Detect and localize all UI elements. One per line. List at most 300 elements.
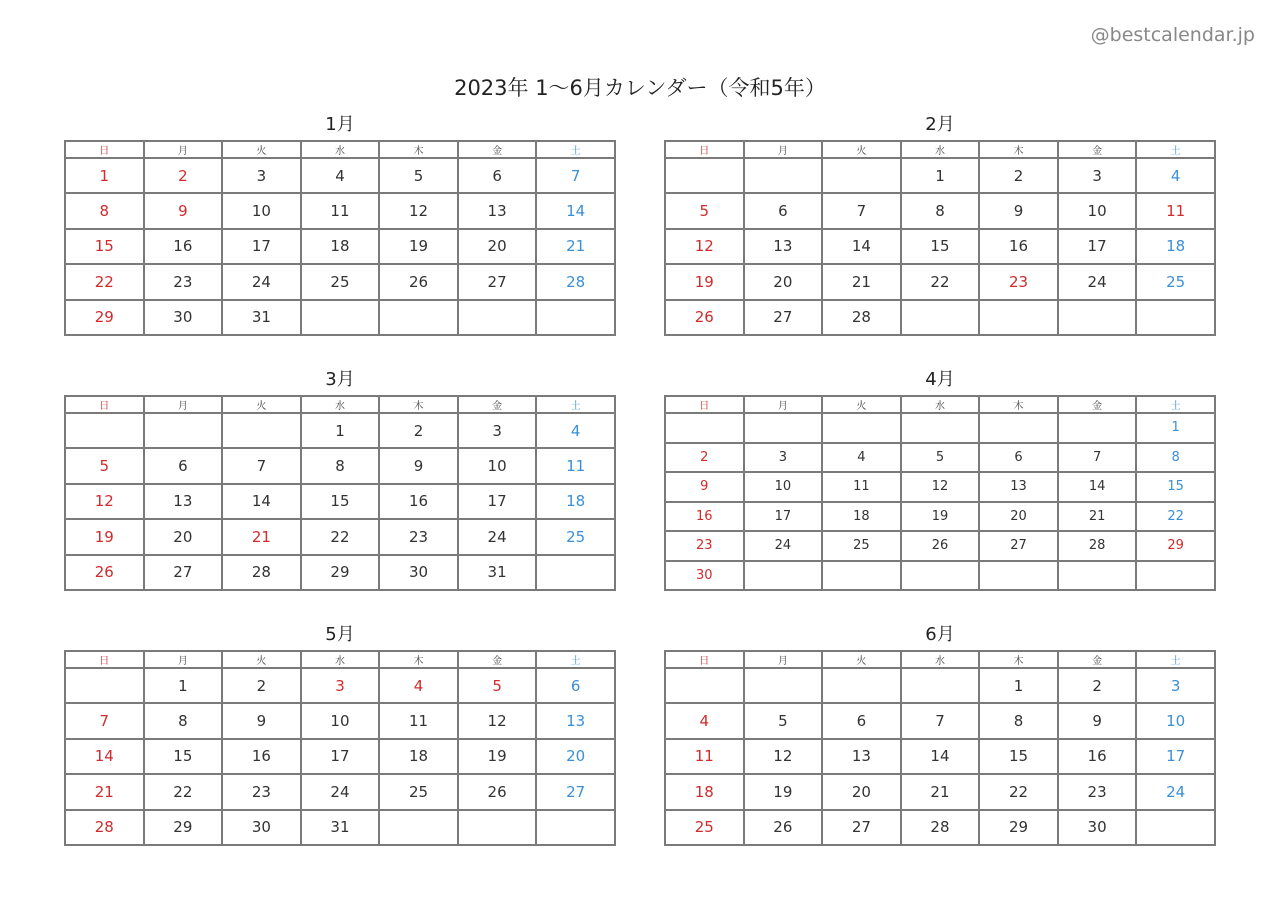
week-row	[65, 739, 615, 774]
month-calendar	[664, 114, 1216, 336]
empty-day-cell	[379, 300, 458, 335]
day-cell: 8	[901, 193, 980, 228]
day-cell: 9	[144, 193, 223, 228]
weekday-header: 土	[1136, 141, 1215, 158]
day-cell: 15	[901, 229, 980, 264]
day-cell: 5	[901, 443, 980, 473]
empty-day-cell	[822, 668, 901, 703]
day-cell: 16	[222, 739, 301, 774]
day-cell: 24	[1058, 264, 1137, 299]
weekday-header: 木	[379, 396, 458, 413]
weekday-header-row	[65, 651, 615, 668]
day-cell: 2	[222, 668, 301, 703]
day-cell: 19	[65, 519, 144, 554]
empty-day-cell	[65, 413, 144, 448]
empty-day-cell	[458, 810, 537, 845]
week-row	[665, 810, 1215, 845]
empty-day-cell	[1136, 300, 1215, 335]
day-cell: 25	[301, 264, 380, 299]
day-cell: 1	[1136, 413, 1215, 443]
day-cell: 15	[301, 484, 380, 519]
day-cell: 23	[222, 774, 301, 809]
day-cell: 4	[301, 158, 380, 193]
empty-day-cell	[979, 300, 1058, 335]
day-cell: 20	[744, 264, 823, 299]
day-cell: 3	[301, 668, 380, 703]
day-cell: 21	[65, 774, 144, 809]
empty-day-cell	[744, 561, 823, 591]
month-title: 1月	[325, 114, 355, 135]
site-watermark: @bestcalendar.jp	[1090, 24, 1255, 46]
day-cell: 15	[144, 739, 223, 774]
week-row	[665, 300, 1215, 335]
week-row	[665, 193, 1215, 228]
day-cell: 1	[144, 668, 223, 703]
month-calendar	[64, 624, 616, 846]
day-cell: 11	[301, 193, 380, 228]
day-cell: 29	[144, 810, 223, 845]
day-cell: 9	[665, 472, 744, 502]
day-cell: 29	[65, 300, 144, 335]
month-table	[64, 650, 616, 846]
day-cell: 30	[144, 300, 223, 335]
day-cell: 7	[65, 703, 144, 738]
day-cell: 30	[379, 555, 458, 590]
day-cell: 5	[665, 193, 744, 228]
day-cell: 3	[222, 158, 301, 193]
day-cell: 26	[379, 264, 458, 299]
day-cell: 23	[665, 531, 744, 561]
day-cell: 22	[301, 519, 380, 554]
week-row	[665, 413, 1215, 443]
day-cell: 1	[901, 158, 980, 193]
day-cell: 21	[1058, 502, 1137, 532]
day-cell: 25	[379, 774, 458, 809]
weekday-header: 火	[822, 651, 901, 668]
weekday-header: 木	[979, 141, 1058, 158]
day-cell: 10	[458, 448, 537, 483]
day-cell: 3	[458, 413, 537, 448]
weekday-header: 火	[822, 141, 901, 158]
weekday-header: 金	[1058, 396, 1137, 413]
day-cell: 6	[979, 443, 1058, 473]
week-row	[665, 472, 1215, 502]
day-cell: 28	[536, 264, 615, 299]
week-row	[65, 774, 615, 809]
empty-day-cell	[379, 810, 458, 845]
empty-day-cell	[979, 561, 1058, 591]
empty-day-cell	[536, 300, 615, 335]
day-cell: 27	[144, 555, 223, 590]
day-cell: 4	[1136, 158, 1215, 193]
day-cell: 2	[665, 443, 744, 473]
month-title: 2月	[925, 114, 955, 135]
day-cell: 27	[822, 810, 901, 845]
weekday-header: 月	[144, 651, 223, 668]
day-cell: 22	[979, 774, 1058, 809]
day-cell: 30	[222, 810, 301, 845]
week-row	[665, 229, 1215, 264]
day-cell: 12	[744, 739, 823, 774]
day-cell: 31	[458, 555, 537, 590]
month-table	[664, 140, 1216, 336]
day-cell: 15	[1136, 472, 1215, 502]
day-cell: 29	[979, 810, 1058, 845]
month-title: 3月	[325, 369, 355, 390]
day-cell: 28	[222, 555, 301, 590]
month-calendar	[64, 114, 616, 336]
weekday-header: 土	[536, 141, 615, 158]
week-row	[665, 531, 1215, 561]
day-cell: 20	[536, 739, 615, 774]
weekday-header: 土	[1136, 651, 1215, 668]
weekday-header: 水	[901, 396, 980, 413]
month-calendar	[64, 369, 616, 591]
day-cell: 4	[536, 413, 615, 448]
day-cell: 13	[144, 484, 223, 519]
day-cell: 2	[379, 413, 458, 448]
week-row	[65, 668, 615, 703]
day-cell: 23	[979, 264, 1058, 299]
day-cell: 31	[301, 810, 380, 845]
day-cell: 17	[458, 484, 537, 519]
weekday-header: 金	[458, 141, 537, 158]
week-row	[665, 703, 1215, 738]
day-cell: 27	[979, 531, 1058, 561]
day-cell: 23	[144, 264, 223, 299]
empty-day-cell	[822, 158, 901, 193]
day-cell: 14	[1058, 472, 1137, 502]
weekday-header-row	[65, 396, 615, 413]
day-cell: 26	[901, 531, 980, 561]
day-cell: 10	[222, 193, 301, 228]
day-cell: 27	[536, 774, 615, 809]
page-title: 2023年 1〜6月カレンダー（令和5年）	[454, 76, 826, 100]
week-row	[65, 158, 615, 193]
day-cell: 19	[458, 739, 537, 774]
empty-day-cell	[822, 561, 901, 591]
day-cell: 7	[1058, 443, 1137, 473]
month-title: 4月	[925, 369, 955, 390]
weekday-header: 土	[1136, 396, 1215, 413]
weekday-header: 土	[536, 651, 615, 668]
week-row	[65, 448, 615, 483]
day-cell: 4	[822, 443, 901, 473]
day-cell: 27	[744, 300, 823, 335]
weekday-header-row	[665, 141, 1215, 158]
day-cell: 27	[458, 264, 537, 299]
day-cell: 11	[822, 472, 901, 502]
day-cell: 17	[1136, 739, 1215, 774]
day-cell: 11	[1136, 193, 1215, 228]
day-cell: 15	[979, 739, 1058, 774]
empty-day-cell	[301, 300, 380, 335]
day-cell: 3	[744, 443, 823, 473]
weekday-header-row	[665, 396, 1215, 413]
day-cell: 14	[822, 229, 901, 264]
weekday-header: 日	[65, 396, 144, 413]
day-cell: 8	[144, 703, 223, 738]
empty-day-cell	[1058, 561, 1137, 591]
day-cell: 15	[65, 229, 144, 264]
weekday-header: 月	[144, 396, 223, 413]
weekday-header: 火	[222, 651, 301, 668]
day-cell: 25	[665, 810, 744, 845]
weekday-header: 水	[301, 396, 380, 413]
day-cell: 24	[301, 774, 380, 809]
day-cell: 21	[536, 229, 615, 264]
day-cell: 1	[301, 413, 380, 448]
weekday-header: 日	[665, 141, 744, 158]
day-cell: 24	[744, 531, 823, 561]
day-cell: 26	[665, 300, 744, 335]
week-row	[665, 158, 1215, 193]
empty-day-cell	[144, 413, 223, 448]
day-cell: 28	[1058, 531, 1137, 561]
day-cell: 22	[144, 774, 223, 809]
day-cell: 24	[222, 264, 301, 299]
day-cell: 24	[1136, 774, 1215, 809]
empty-day-cell	[744, 668, 823, 703]
day-cell: 19	[744, 774, 823, 809]
day-cell: 6	[822, 703, 901, 738]
day-cell: 9	[1058, 703, 1137, 738]
day-cell: 24	[458, 519, 537, 554]
day-cell: 28	[901, 810, 980, 845]
empty-day-cell	[65, 668, 144, 703]
weekday-header: 水	[901, 651, 980, 668]
weekday-header: 金	[458, 396, 537, 413]
day-cell: 5	[65, 448, 144, 483]
day-cell: 13	[979, 472, 1058, 502]
day-cell: 28	[65, 810, 144, 845]
day-cell: 18	[1136, 229, 1215, 264]
empty-day-cell	[1136, 561, 1215, 591]
week-row	[65, 300, 615, 335]
weekday-header-row	[65, 141, 615, 158]
day-cell: 30	[1058, 810, 1137, 845]
day-cell: 14	[222, 484, 301, 519]
day-cell: 17	[301, 739, 380, 774]
weekday-header: 金	[458, 651, 537, 668]
week-row	[665, 264, 1215, 299]
day-cell: 3	[1136, 668, 1215, 703]
week-row	[65, 484, 615, 519]
day-cell: 23	[1058, 774, 1137, 809]
week-row	[65, 703, 615, 738]
weekday-header: 月	[744, 396, 823, 413]
weekday-header: 火	[222, 141, 301, 158]
day-cell: 4	[379, 668, 458, 703]
month-title: 5月	[325, 624, 355, 645]
day-cell: 20	[979, 502, 1058, 532]
day-cell: 13	[822, 739, 901, 774]
month-calendar	[664, 369, 1216, 591]
day-cell: 20	[458, 229, 537, 264]
empty-day-cell	[458, 300, 537, 335]
day-cell: 16	[979, 229, 1058, 264]
weekday-header: 金	[1058, 651, 1137, 668]
empty-day-cell	[901, 300, 980, 335]
empty-day-cell	[901, 668, 980, 703]
day-cell: 8	[301, 448, 380, 483]
weekday-header: 火	[222, 396, 301, 413]
day-cell: 18	[536, 484, 615, 519]
empty-day-cell	[665, 668, 744, 703]
day-cell: 12	[665, 229, 744, 264]
day-cell: 14	[901, 739, 980, 774]
day-cell: 10	[744, 472, 823, 502]
day-cell: 16	[665, 502, 744, 532]
month-table	[64, 140, 616, 336]
day-cell: 11	[379, 703, 458, 738]
day-cell: 31	[222, 300, 301, 335]
weekday-header: 日	[65, 651, 144, 668]
empty-day-cell	[901, 561, 980, 591]
day-cell: 18	[822, 502, 901, 532]
month-table	[664, 650, 1216, 846]
weekday-header-row	[665, 651, 1215, 668]
weekday-header: 木	[379, 141, 458, 158]
day-cell: 13	[458, 193, 537, 228]
empty-day-cell	[744, 158, 823, 193]
weekday-header: 月	[144, 141, 223, 158]
day-cell: 18	[665, 774, 744, 809]
day-cell: 21	[901, 774, 980, 809]
day-cell: 6	[536, 668, 615, 703]
empty-day-cell	[822, 413, 901, 443]
day-cell: 21	[822, 264, 901, 299]
day-cell: 19	[379, 229, 458, 264]
weekday-header: 水	[301, 141, 380, 158]
weekday-header: 木	[979, 651, 1058, 668]
day-cell: 2	[1058, 668, 1137, 703]
empty-day-cell	[1058, 300, 1137, 335]
day-cell: 17	[744, 502, 823, 532]
day-cell: 9	[222, 703, 301, 738]
day-cell: 26	[458, 774, 537, 809]
day-cell: 18	[301, 229, 380, 264]
week-row	[665, 502, 1215, 532]
day-cell: 13	[536, 703, 615, 738]
day-cell: 8	[979, 703, 1058, 738]
day-cell: 22	[901, 264, 980, 299]
weekday-header: 月	[744, 651, 823, 668]
day-cell: 17	[222, 229, 301, 264]
day-cell: 26	[65, 555, 144, 590]
empty-day-cell	[1058, 413, 1137, 443]
day-cell: 12	[379, 193, 458, 228]
day-cell: 25	[822, 531, 901, 561]
day-cell: 29	[1136, 531, 1215, 561]
weekday-header: 火	[822, 396, 901, 413]
weekday-header: 水	[301, 651, 380, 668]
day-cell: 10	[1136, 703, 1215, 738]
week-row	[665, 774, 1215, 809]
day-cell: 22	[1136, 502, 1215, 532]
week-row	[65, 519, 615, 554]
week-row	[65, 229, 615, 264]
day-cell: 8	[1136, 443, 1215, 473]
week-row	[665, 561, 1215, 591]
day-cell: 7	[901, 703, 980, 738]
day-cell: 25	[1136, 264, 1215, 299]
week-row	[665, 443, 1215, 473]
empty-day-cell	[744, 413, 823, 443]
weekday-header: 木	[379, 651, 458, 668]
weekday-header: 日	[665, 396, 744, 413]
day-cell: 23	[379, 519, 458, 554]
day-cell: 30	[665, 561, 744, 591]
day-cell: 1	[65, 158, 144, 193]
day-cell: 2	[979, 158, 1058, 193]
day-cell: 26	[744, 810, 823, 845]
day-cell: 12	[458, 703, 537, 738]
week-row	[65, 193, 615, 228]
weekday-header: 木	[979, 396, 1058, 413]
day-cell: 11	[665, 739, 744, 774]
week-row	[65, 264, 615, 299]
empty-day-cell	[665, 158, 744, 193]
day-cell: 7	[536, 158, 615, 193]
day-cell: 21	[222, 519, 301, 554]
day-cell: 8	[65, 193, 144, 228]
day-cell: 20	[822, 774, 901, 809]
day-cell: 9	[379, 448, 458, 483]
day-cell: 14	[65, 739, 144, 774]
day-cell: 7	[822, 193, 901, 228]
day-cell: 11	[536, 448, 615, 483]
week-row	[65, 413, 615, 448]
day-cell: 7	[222, 448, 301, 483]
weekday-header: 水	[901, 141, 980, 158]
day-cell: 10	[301, 703, 380, 738]
day-cell: 6	[744, 193, 823, 228]
empty-day-cell	[222, 413, 301, 448]
day-cell: 22	[65, 264, 144, 299]
week-row	[665, 668, 1215, 703]
month-table	[64, 395, 616, 591]
day-cell: 6	[458, 158, 537, 193]
day-cell: 9	[979, 193, 1058, 228]
day-cell: 16	[379, 484, 458, 519]
day-cell: 16	[144, 229, 223, 264]
weekday-header: 月	[744, 141, 823, 158]
weekday-header: 金	[1058, 141, 1137, 158]
empty-day-cell	[1136, 810, 1215, 845]
empty-day-cell	[979, 413, 1058, 443]
month-table	[664, 395, 1216, 591]
day-cell: 5	[379, 158, 458, 193]
month-title: 6月	[925, 624, 955, 645]
day-cell: 5	[458, 668, 537, 703]
day-cell: 6	[144, 448, 223, 483]
day-cell: 1	[979, 668, 1058, 703]
day-cell: 10	[1058, 193, 1137, 228]
day-cell: 12	[65, 484, 144, 519]
day-cell: 17	[1058, 229, 1137, 264]
day-cell: 12	[901, 472, 980, 502]
weekday-header: 日	[65, 141, 144, 158]
day-cell: 2	[144, 158, 223, 193]
day-cell: 25	[536, 519, 615, 554]
day-cell: 29	[301, 555, 380, 590]
day-cell: 14	[536, 193, 615, 228]
day-cell: 13	[744, 229, 823, 264]
day-cell: 18	[379, 739, 458, 774]
empty-day-cell	[665, 413, 744, 443]
day-cell: 20	[144, 519, 223, 554]
